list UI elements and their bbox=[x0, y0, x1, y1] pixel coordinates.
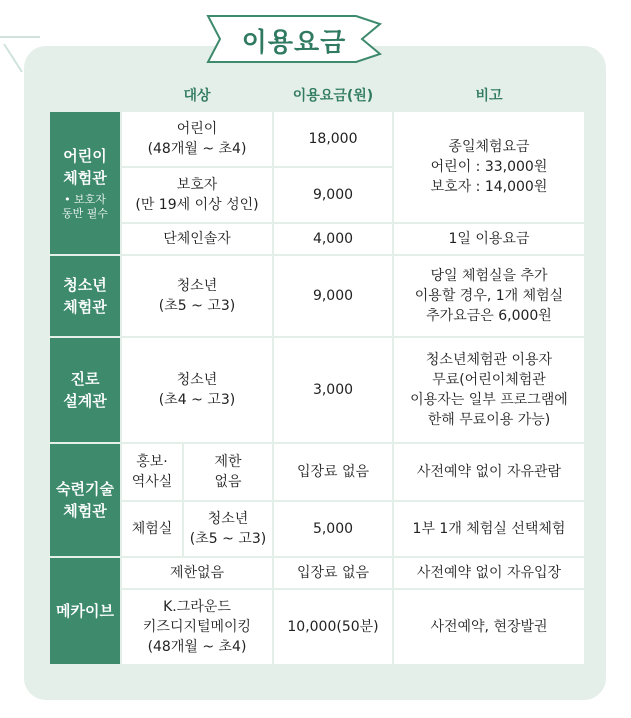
note-cell: 1일 이용요금 bbox=[393, 223, 585, 255]
header-fee: 이용요금(원) bbox=[292, 88, 374, 104]
target-cell: 청소년 (초5 ~ 고3) bbox=[121, 255, 273, 337]
category-makerspace: 메카이브 bbox=[49, 557, 121, 665]
table-row bbox=[49, 501, 585, 557]
table-row bbox=[49, 337, 585, 443]
note-cell: 1부 1개 체험실 선택체험 bbox=[393, 501, 585, 557]
fee-cell: 4,000 bbox=[273, 223, 393, 255]
category-note: • 보호자 동반 필수 bbox=[61, 193, 108, 220]
title-tab bbox=[206, 14, 382, 64]
fee-cell: 9,000 bbox=[273, 255, 393, 337]
note-cell: 사전예약 없이 자유입장 bbox=[393, 557, 585, 589]
table-row bbox=[49, 223, 585, 255]
table-row bbox=[49, 255, 585, 337]
note-cell: 사전예약 없이 자유관람 bbox=[393, 443, 585, 501]
target-cell: 단체인솔자 bbox=[121, 223, 273, 255]
target-cell: K.그라운드 키즈디지털메이킹 (48개월 ~ 초4) bbox=[121, 589, 273, 665]
table-row bbox=[49, 557, 585, 589]
fee-table bbox=[48, 80, 586, 666]
table-header-row bbox=[49, 80, 585, 111]
fee-cell: 3,000 bbox=[273, 337, 393, 443]
sub-category-cell: 체험실 bbox=[121, 501, 183, 557]
note-cell: 종일체험요금 어린이 : 33,000원 보호자 : 14,000원 bbox=[393, 111, 585, 223]
category-youth: 청소년 체험관 bbox=[49, 255, 121, 337]
category-children: 어린이 체험관 • 보호자 동반 필수 bbox=[49, 111, 121, 255]
note-cell: 청소년체험관 이용자 무료(어린이체험관 이용자는 일부 프로그램에 한해 무료이용 가능) bbox=[393, 337, 585, 443]
fee-cell: 입장료 없음 bbox=[273, 557, 393, 589]
target-cell: 청소년 (초4 ~ 고3) bbox=[121, 337, 273, 443]
target-cell: 보호자 (만 19세 이상 성인) bbox=[121, 167, 273, 223]
table-row bbox=[49, 589, 585, 665]
header-note: 비고 bbox=[475, 88, 503, 104]
sub-category-cell: 홍보· 역사실 bbox=[121, 443, 183, 501]
target-cell: 청소년 (초5 ~ 고3) bbox=[183, 501, 273, 557]
category-skill: 숙련기술 체험관 bbox=[49, 443, 121, 557]
decorative-line bbox=[0, 36, 40, 38]
category-career: 진로 설계관 bbox=[49, 337, 121, 443]
target-cell: 제한없음 bbox=[121, 557, 273, 589]
note-cell: 사전예약, 현장발권 bbox=[393, 589, 585, 665]
target-cell: 제한 없음 bbox=[183, 443, 273, 501]
target-cell: 어린이 (48개월 ~ 초4) bbox=[121, 111, 273, 167]
fee-cell: 입장료 없음 bbox=[273, 443, 393, 501]
table-row bbox=[49, 111, 585, 167]
fee-cell: 5,000 bbox=[273, 501, 393, 557]
note-cell: 당일 체험실을 추가 이용할 경우, 1개 체험실 추가요금은 6,000원 bbox=[393, 255, 585, 337]
table-row bbox=[49, 443, 585, 501]
fee-cell: 18,000 bbox=[273, 111, 393, 167]
header-target: 대상 bbox=[183, 88, 211, 104]
fee-cell: 10,000(50분) bbox=[273, 589, 393, 665]
fee-cell: 9,000 bbox=[273, 167, 393, 223]
page-title: 이용요금 bbox=[241, 28, 347, 58]
